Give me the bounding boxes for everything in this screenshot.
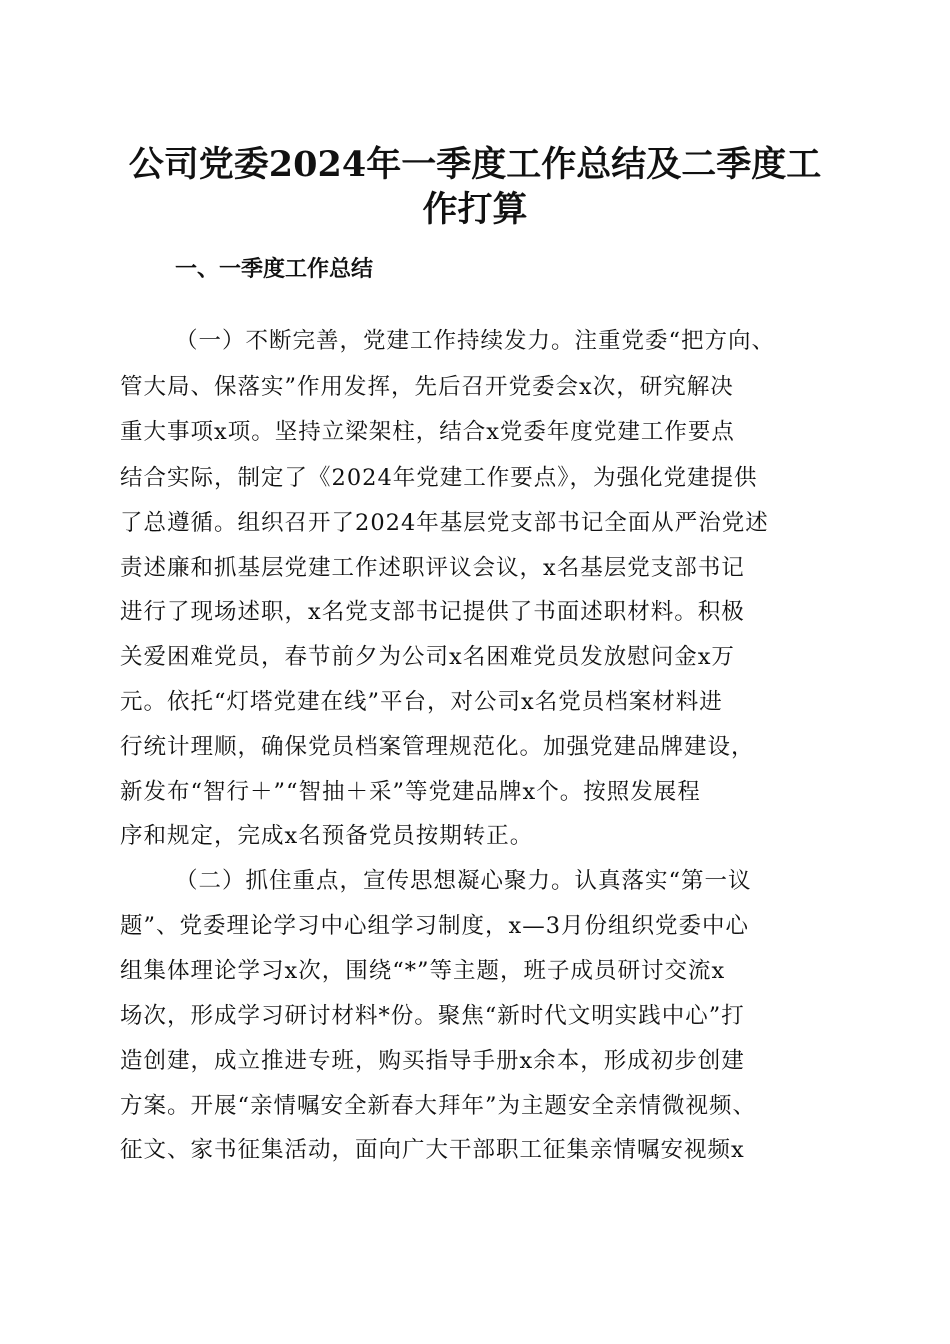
paragraph-line: 责述廉和抓基层党建工作述职评议会议，x名基层党支部书记	[120, 555, 745, 581]
paragraph-line: （一）不断完善，党建工作持续发力。注重党委“把方向、	[175, 328, 776, 354]
paragraph-line: 关爱困难党员，春节前夕为公司x名困难党员发放慰问金x万	[120, 644, 735, 670]
section-heading: 一、一季度工作总结	[175, 257, 374, 282]
document-title-line-2: 作打算	[422, 189, 528, 230]
paragraph-line: 结合实际，制定了《2024年党建工作要点》，为强化党建提供	[120, 465, 758, 491]
paragraph-line: 方案。开展“亲情嘱安全新春大拜年”为主题安全亲情微视频、	[120, 1093, 757, 1119]
paragraph-line: 行统计理顺，确保党员档案管理规范化。加强党建品牌建设，	[120, 734, 755, 760]
paragraph-line: 组集体理论学习x次，围绕“*”等主题，班子成员研讨交流x	[120, 958, 726, 984]
paragraph-line: 重大事项x项。坚持立梁架柱，结合x党委年度党建工作要点	[120, 419, 735, 445]
paragraph-line: 题”、党委理论学习中心组学习制度，x—3月份组织党委中心	[120, 913, 750, 939]
paragraph-line: 造创建，成立推进专班，购买指导手册x余本，形成初步创建	[120, 1048, 745, 1074]
paragraph-line: 元。依托“灯塔党建在线”平台，对公司x名党员档案材料进	[120, 689, 723, 715]
paragraph-line: （二）抓住重点，宣传思想凝心聚力。认真落实“第一议	[175, 868, 752, 894]
paragraph-line: 征文、家书征集活动，面向广大干部职工征集亲情嘱安视频x	[120, 1137, 745, 1163]
paragraph-line: 管大局、保落实”作用发挥，先后召开党委会x次，研究解决	[120, 374, 734, 400]
paragraph-line: 序和规定，完成x名预备党员按期转正。	[120, 823, 534, 849]
paragraph-line: 了总遵循。组织召开了2024年基层党支部书记全面从严治党述	[120, 510, 769, 536]
paragraph-line: 场次，形成学习研讨材料*份。聚焦“新时代文明实践中心”打	[120, 1003, 745, 1029]
paragraph-line: 新发布“智行＋”“智抽＋采”等党建品牌x个。按照发展程	[120, 779, 701, 805]
document-title-line-1: 公司党委2024年一季度工作总结及二季度工	[128, 144, 822, 185]
paragraph-line: 进行了现场述职，x名党支部书记提供了书面述职材料。积极	[120, 599, 745, 625]
